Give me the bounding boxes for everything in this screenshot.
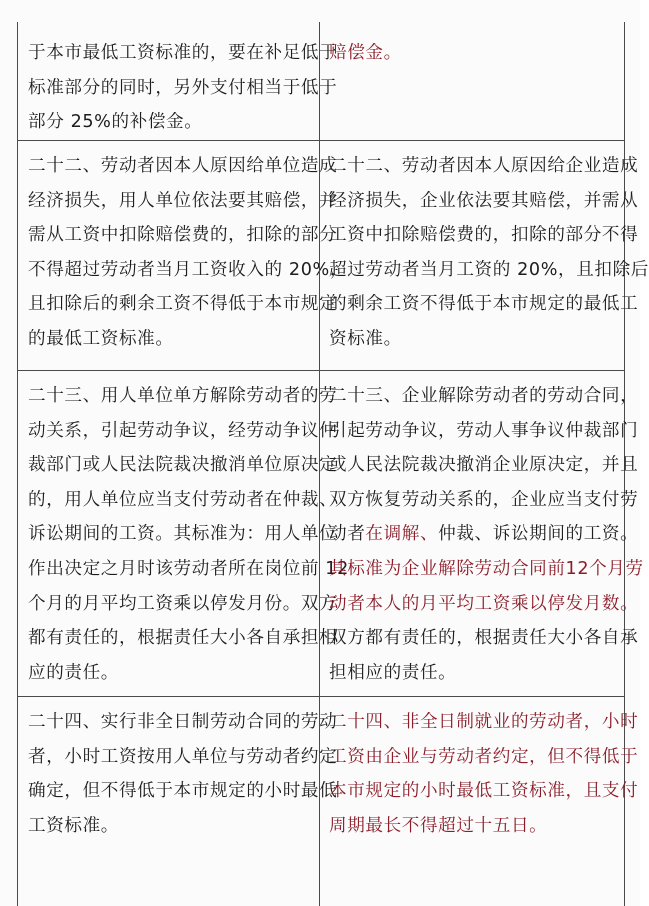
comparison-table bbox=[17, 22, 649, 906]
text-line: 资标准。 bbox=[329, 328, 402, 349]
text-line: 或人民法院裁决撤消企业原决定，并且 bbox=[329, 455, 639, 476]
text-line: 需从工资中扣除赔偿费的，扣除的部分 bbox=[28, 225, 338, 246]
text-line: 都有责任的，根据责任大小各自承担相 bbox=[28, 628, 338, 649]
text-line: 标准部分的同时，另外支付相当于低于 bbox=[28, 77, 338, 98]
text-line: 不得超过劳动者当月工资收入的 20%， bbox=[28, 259, 349, 280]
text-line: 赔偿金。 bbox=[329, 43, 402, 63]
text-line: 二十四、实行非全日制劳动合同的劳动 bbox=[28, 712, 338, 732]
table-cell-right-row3 bbox=[319, 370, 644, 696]
text-line: 工资中扣除赔偿费的，扣除的部分不得 bbox=[329, 225, 639, 246]
highlighted-text: 二十四、非全日制就业的劳动者， bbox=[329, 712, 602, 732]
text-line: 担相应的责任。 bbox=[329, 662, 457, 683]
text-line: 者，小时工资按用人单位与劳动者约定 bbox=[28, 746, 338, 767]
text-line: 确定，但不得低于本市规定的小时最低 bbox=[28, 781, 338, 802]
highlighted-text: 在调解、 bbox=[365, 524, 439, 545]
text-segment: 仲裁、诉讼期间的工资。 bbox=[438, 524, 639, 545]
highlighted-text: 小时 bbox=[601, 712, 639, 732]
text-line: 裁部门或人民法院裁决撤消单位原决定 bbox=[28, 455, 338, 476]
text-segment: 动者 bbox=[329, 524, 366, 545]
text-line: 的剩余工资不得低于本市规定的最低工 bbox=[329, 294, 639, 315]
table-cell-right-row1 bbox=[319, 22, 625, 140]
text-line: 二十三、用人单位单方解除劳动者的劳 bbox=[28, 386, 338, 406]
text-line: 经济损失，用人单位依法要其赔偿，并 bbox=[28, 190, 338, 211]
text-line: 双方恢复劳动关系的，企业应当支付劳 bbox=[329, 489, 639, 510]
text-line: 诉讼期间的工资。其标准为：用人单位 bbox=[28, 524, 338, 545]
table-cell-left-row1 bbox=[17, 22, 338, 140]
text-line: 经济损失，企业依法要其赔偿，并需从 bbox=[329, 190, 639, 211]
text-line: 动关系，引起劳动争议，经劳动争议仲 bbox=[28, 420, 338, 441]
text-line: 二十三、企业解除劳动者的劳动合同， bbox=[329, 386, 639, 406]
text-line: 应的责任。 bbox=[28, 662, 119, 683]
highlighted-text-line: 工资由企业与劳动者约定，但不得低于 bbox=[329, 746, 639, 767]
text-line: 双方都有责任的，根据责任大小各自承 bbox=[329, 628, 639, 649]
highlighted-text-line: 周期最长不得超过十五日。 bbox=[329, 815, 548, 836]
text-line: 个月的月平均工资乘以停发月份。双方 bbox=[28, 593, 338, 614]
text-line: 工资标准。 bbox=[28, 815, 119, 836]
text-line bbox=[329, 705, 639, 740]
highlighted-text-line: 动者本人的月平均工资乘以停发月数。 bbox=[329, 593, 639, 614]
table-cell-left-row2 bbox=[17, 140, 349, 370]
text-line bbox=[329, 517, 639, 552]
text-line: 于本市最低工资标准的，要在补足低于 bbox=[28, 43, 338, 63]
text-line: 二十二、劳动者因本人原因给单位造成 bbox=[28, 156, 338, 176]
text-line: 作出决定之月时该劳动者所在岗位前 12 bbox=[28, 558, 349, 579]
highlighted-text-line: 本市规定的小时最低工资标准，且支付 bbox=[329, 781, 639, 802]
text-line: 部分 25%的补偿金。 bbox=[28, 112, 203, 133]
highlighted-text-line: 其标准为企业解除劳动合同前12个月劳 bbox=[329, 558, 644, 579]
text-line: 的最低工资标准。 bbox=[28, 328, 174, 349]
table-cell-left-row3 bbox=[17, 370, 349, 696]
text-line: 引起劳动争议，劳动人事争议仲裁部门 bbox=[329, 420, 639, 441]
text-line: 且扣除后的剩余工资不得低于本市规定 bbox=[28, 294, 338, 315]
text-line: 超过劳动者当月工资的 20%，且扣除后 bbox=[329, 259, 649, 280]
text-line: 二十二、劳动者因本人原因给企业造成 bbox=[329, 156, 639, 176]
table-cell-right-row2 bbox=[319, 140, 649, 370]
text-line: 的，用人单位应当支付劳动者在仲裁、 bbox=[28, 489, 338, 510]
table-cell-left-row4 bbox=[17, 696, 338, 906]
table-cell-right-row4 bbox=[319, 696, 639, 906]
